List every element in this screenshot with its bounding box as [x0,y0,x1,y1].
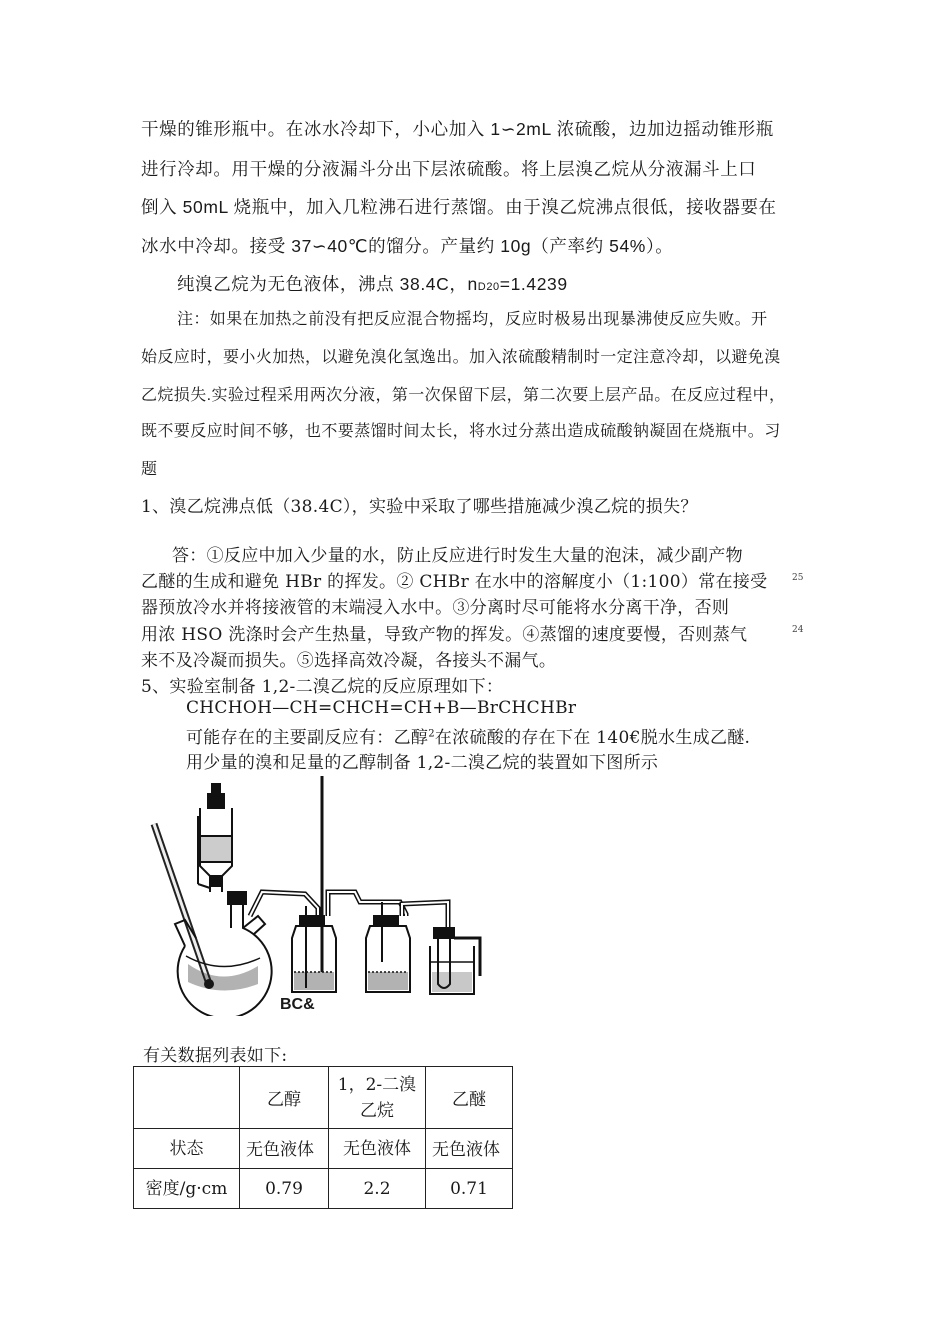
side-reaction-a: 可能存在的主要副反应有：乙醇 [186,728,429,748]
margin-note: 25 [792,573,804,583]
question-5-title: 5、实验室制备 1,2-二溴乙烷的反应原理如下： [141,677,504,697]
table-header-cell [134,1067,240,1129]
dropping-funnel-icon [198,784,232,892]
data-table [133,1066,513,1209]
apparatus-figure [130,776,490,1016]
table-cell-text: 状态 [169,1138,204,1159]
table-row [134,1129,513,1169]
reaction-equation: CHCHOH—CH=CHCH=CH+B—BrCHCHBr [186,698,577,718]
table-header-cell: 1，2-二溴 乙烷 [329,1067,426,1129]
note-line: 注：如果在加热之前没有把反应混合物摇均，反应时极易出现暴沸使反应失败。开 [177,311,768,328]
answer-line: 用浓 HSO 洗涤时会产生热量，导致产物的挥发。④蒸馏的速度要慢，否则蒸气 [141,625,748,645]
note-line: 乙烷损失.实验过程采用两次分液，第一次保留下层，第二次要上层产品。在反应过程中， [141,387,786,404]
table-cell [134,1129,240,1169]
table-cell [329,1129,426,1169]
property-line [177,271,568,296]
paragraph-line: 干燥的锥形瓶中。在冰水冷却下，小心加入 1∽2mL 浓硫酸，边加边摇动锥形瓶 [141,119,774,139]
answer-line: 答：①反应中加入少量的水，防止反应进行时发生大量的泡沫，减少副产物 [172,546,743,566]
table-cell-text: 0.79 [265,1178,303,1199]
side-reaction-b: 在浓硫酸的存在下在 140€脱水生成乙醚. [434,728,751,748]
table-cell [240,1129,329,1169]
table-header-cell: 乙醚 [426,1067,513,1129]
paragraph-line: 冰水中冷却。接受 37∽40℃的馏分。产量约 10g（产率约 54%）。 [141,236,674,256]
note-line: 始反应时，要小火加热，以避免溴化氢逸出。加入浓硫酸精制时一定注意冷却，以避免溴 [141,349,781,366]
property-subscript: D20 [477,281,500,293]
table-header-cell: 乙醇 [240,1067,329,1129]
question-1: 1、溴乙烷沸点低（38.4C），实验中采取了哪些措施减少溴乙烷的损失？ [141,497,698,517]
beaker-icon [430,928,480,994]
answer-line: 器预放冷水并将接液管的末端浸入水中。③分离时尽可能将水分离干净，否则 [141,598,730,618]
gas-washing-bottle-icon [292,776,336,992]
paragraph-line: 进行冷却。用干燥的分液漏斗分出下层浓硫酸。将上层溴乙烷从分液漏斗上口 [141,159,757,179]
table-cell-text: 2.2 [363,1178,391,1199]
paragraph-line: 倒入 50mL 烧瓶中，加入几粒沸石进行蒸馏。由于溴乙烷沸点很低，接收器要在 [141,197,777,217]
property-text: 纯溴乙烷为无色液体，沸点 38.4C，n [177,274,478,294]
note-line: 题 [141,461,158,478]
margin-note: 24 [792,625,804,635]
table-cell [426,1129,513,1169]
table-cell [426,1169,513,1209]
table-cell-text: 无色液体 [246,1139,314,1160]
table-cell-text: 密度/g·cm [145,1178,228,1199]
side-reaction [186,723,750,748]
side-reaction-sup: 2 [428,728,435,740]
answer-line: 来不及冷凝而损失。⑤选择高效冷凝，各接头不漏气。 [141,651,557,671]
table-cell [240,1169,329,1209]
table-cell [134,1169,240,1209]
table-row [134,1169,513,1209]
note-line: 既不要反应时间不够，也不要蒸馏时间太长，将水过分蒸出造成硫酸钠凝固在烧瓶中。习 [141,423,781,440]
figure-caption: BC& [280,996,315,1013]
table-cell-text: 无色液体 [432,1139,500,1160]
table-cell-text: 0.71 [450,1178,488,1199]
round-bottom-flask-icon [175,892,272,1016]
apparatus-intro: 用少量的溴和足量的乙醇制备 1,2-二溴乙烷的装置如下图所示 [186,753,659,773]
table-header-row [134,1067,513,1129]
property-suffix: =1.4239 [499,274,568,294]
table-intro: 有关数据列表如下: [143,1046,288,1066]
table-cell [329,1169,426,1209]
answer-line: 乙醚的生成和避免 HBr 的挥发。② CHBr 在水中的溶解度小（1:100）常在接受 [141,572,768,592]
table-cell-text: 无色液体 [343,1138,411,1159]
